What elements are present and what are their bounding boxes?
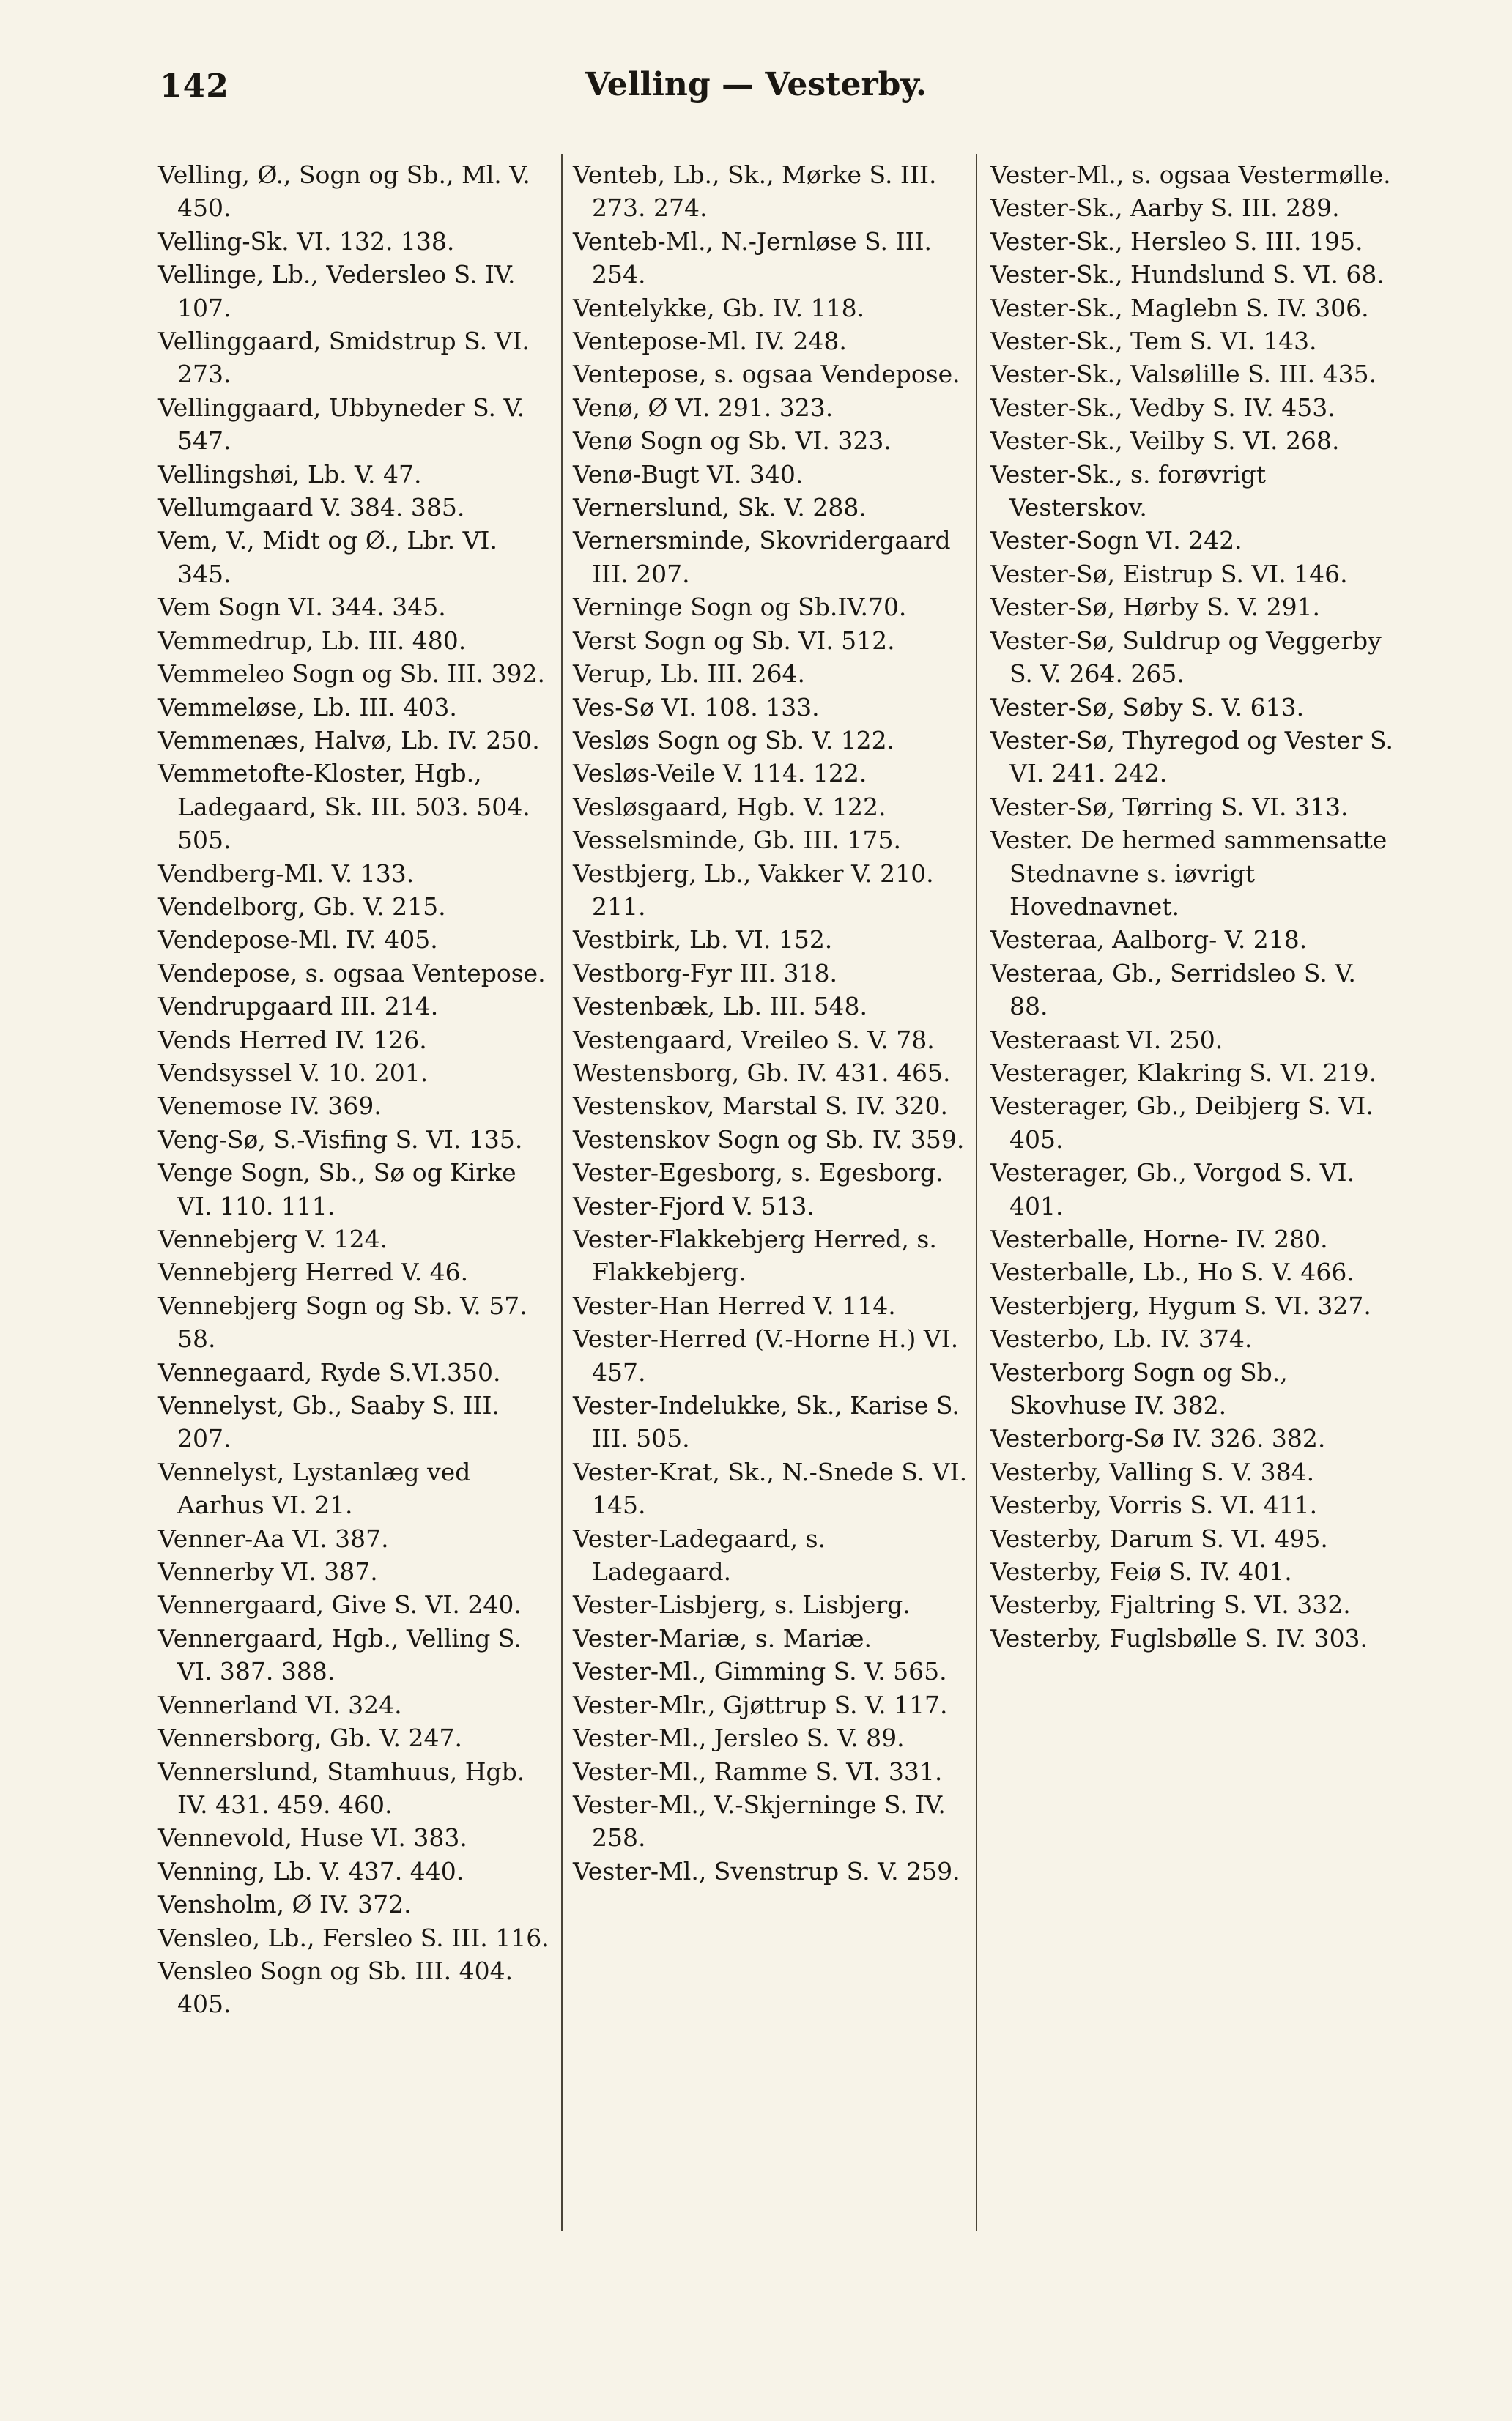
index-entry: Vem Sogn VI. 344. 345. bbox=[158, 593, 446, 622]
index-entry: Vesterager, Gb., Deibjerg S. VI. 405. bbox=[990, 1091, 1374, 1154]
index-entry: Vendepose, s. ogsaa Ventepose. bbox=[158, 958, 546, 987]
index-entry: Vester-Ml., Gimming S. V. 565. bbox=[573, 1657, 947, 1686]
index-entry: Vellinge, Lb., Vedersleo S. IV. 107. bbox=[158, 260, 516, 322]
index-entry: Vester-Sk., Valsølille S. III. 435. bbox=[990, 360, 1377, 389]
index-entry: Verninge Sogn og Sb.IV.70. bbox=[573, 593, 907, 622]
index-entry: Vester-Sø, Eistrup S. VI. 146. bbox=[990, 559, 1348, 588]
index-entry: Ves-Sø VI. 108. 133. bbox=[573, 692, 820, 722]
index-entry: Vennerslund, Stamhuus, Hgb. IV. 431. 459. 460. bbox=[158, 1757, 525, 1819]
index-entry: Vester-Sk., s. forøvrigt Vesterskov. bbox=[990, 459, 1267, 522]
index-entry: Vends Herred IV. 126. bbox=[158, 1025, 427, 1054]
index-entry: Vesterby, Fuglsbølle S. IV. 303. bbox=[990, 1623, 1368, 1653]
index-entry: Vesterby, Feiø S. IV. 401. bbox=[990, 1557, 1292, 1587]
index-entry: Vester-Ml., Ramme S. VI. 331. bbox=[573, 1757, 943, 1786]
index-entry: Vester. De hermed sammensatte Stednavne s. iøvrigt Hovednavnet. bbox=[990, 826, 1387, 921]
index-entry: Vennebjerg Sogn og Sb. V. 57. 58. bbox=[158, 1291, 527, 1354]
index-entry: Vester-Flakkebjerg Herred, s. Flakkebjerg. bbox=[573, 1225, 937, 1287]
index-entry: Venø-Bugt VI. 340. bbox=[573, 459, 804, 489]
index-entry: Vernersminde, Skovridergaard III. 207. bbox=[573, 526, 951, 588]
index-entry: Vestbirk, Lb. VI. 152. bbox=[573, 925, 833, 954]
index-entry: Vestenskov, Marstal S. IV. 320. bbox=[573, 1091, 948, 1121]
index-entry: Vennebjerg Herred V. 46. bbox=[158, 1258, 469, 1287]
index-entry: Vensholm, Ø IV. 372. bbox=[158, 1890, 412, 1919]
index-entry: Vemmeleo Sogn og Sb. III. 392. bbox=[158, 659, 545, 689]
index-entry: Vesterballe, Horne- IV. 280. bbox=[990, 1225, 1328, 1253]
index-entry: Vester-Sk., Maglebn S. IV. 306. bbox=[990, 293, 1369, 322]
index-entry: Vennerland VI. 324. bbox=[158, 1690, 402, 1719]
index-entry: Vesteraa, Gb., Serridsleo S. V. 88. bbox=[990, 958, 1356, 1021]
index-entry: Vestbjerg, Lb., Vakker V. 210. 211. bbox=[573, 859, 934, 921]
index-entry: Veng-Sø, S.-Visfing S. VI. 135. bbox=[158, 1124, 523, 1154]
index-entry: Vellinggaard, Smidstrup S. VI. 273. bbox=[158, 327, 530, 389]
index-entry: Vennebjerg V. 124. bbox=[158, 1225, 388, 1253]
index-entry: Vennelyst, Lystanlæg ved Aarhus VI. 21. bbox=[158, 1457, 471, 1520]
index-entry: Vellumgaard V. 384. 385. bbox=[158, 493, 465, 522]
index-entry: Vennelyst, Gb., Saaby S. III. 207. bbox=[158, 1391, 500, 1453]
index-entry: Velling-Sk. VI. 132. 138. bbox=[158, 226, 455, 256]
index-entry: Vesterby, Darum S. VI. 495. bbox=[990, 1524, 1328, 1553]
index-entry: Vensleo Sogn og Sb. III. 404. 405. bbox=[158, 1956, 514, 2019]
index-entry: Ventepose, s. ogsaa Vendepose. bbox=[573, 360, 960, 389]
index-entry: Vester-Sogn VI. 242. bbox=[990, 526, 1242, 555]
index-entry: Vennevold, Huse VI. 383. bbox=[158, 1823, 467, 1853]
index-entry: Vesløs Sogn og Sb. V. 122. bbox=[573, 725, 895, 755]
index-column-1 bbox=[158, 158, 552, 2021]
column-divider bbox=[561, 154, 563, 2231]
index-entry: Vester-Mariæ, s. Mariæ. bbox=[573, 1623, 872, 1653]
index-entry: Vendrupgaard III. 214. bbox=[158, 992, 439, 1021]
index-entry: Vester-Indelukke, Sk., Karise S. III. 505. bbox=[573, 1391, 960, 1453]
index-entry: Vensleo, Lb., Fersleo S. III. 116. bbox=[158, 1923, 549, 1952]
index-entry: Vennegaard, Ryde S.VI.350. bbox=[158, 1357, 501, 1387]
index-entry: Vesterby, Valling S. V. 384. bbox=[990, 1457, 1315, 1486]
index-entry: Vemmeløse, Lb. III. 403. bbox=[158, 692, 457, 722]
index-entry: Vesteraast VI. 250. bbox=[990, 1025, 1223, 1054]
index-entry: Vester-Sø, Hørby S. V. 291. bbox=[990, 593, 1321, 622]
index-entry: Vester-Sk., Veilby S. VI. 268. bbox=[990, 426, 1340, 456]
index-entry: Vester-Sø, Suldrup og Veggerby S. V. 264. 265. bbox=[990, 626, 1382, 689]
index-entry: Vester-Sk., Hundslund S. VI. 68. bbox=[990, 260, 1385, 289]
index-entry: Vesterager, Gb., Vorgod S. VI. 401. bbox=[990, 1158, 1355, 1220]
index-entry: Vester-Mlr., Gjøttrup S. V. 117. bbox=[573, 1690, 948, 1719]
index-entry: Vemmetofte-Kloster, Hgb., Ladegaard, Sk. III. 503. 504. 505. bbox=[158, 759, 530, 855]
index-entry: Vem, V., Midt og Ø., Lbr. VI. 345. bbox=[158, 526, 497, 588]
index-entry: Vester-Sø, Tørring S. VI. 313. bbox=[990, 792, 1349, 821]
running-head: Velling — Vesterby. bbox=[585, 66, 927, 103]
index-column-2 bbox=[573, 158, 968, 1888]
index-entry: Vesterborg Sogn og Sb., Skovhuse IV. 382. bbox=[990, 1357, 1288, 1420]
index-entry: Verst Sogn og Sb. VI. 512. bbox=[573, 626, 895, 655]
index-entry: Vendelborg, Gb. V. 215. bbox=[158, 891, 446, 921]
index-entry: Westensborg, Gb. IV. 431. 465. bbox=[573, 1058, 951, 1087]
index-entry: Vesterbjerg, Hygum S. VI. 327. bbox=[990, 1291, 1371, 1320]
index-entry: Ventepose-Ml. IV. 248. bbox=[573, 327, 847, 356]
index-entry: Venning, Lb. V. 437. 440. bbox=[158, 1856, 464, 1886]
index-entry: Vesterby, Fjaltring S. VI. 332. bbox=[990, 1590, 1351, 1620]
index-entry: Vestenskov Sogn og Sb. IV. 359. bbox=[573, 1124, 965, 1154]
index-entry: Vennersborg, Gb. V. 247. bbox=[158, 1724, 462, 1753]
index-entry: Venteb-Ml., N.-Jernløse S. III. 254. bbox=[573, 226, 933, 289]
index-entry: Vennergaard, Hgb., Velling S. VI. 387. 388. bbox=[158, 1623, 522, 1686]
index-entry: Vestborg-Fyr III. 318. bbox=[573, 958, 837, 987]
index-entry: Vellingshøi, Lb. V. 47. bbox=[158, 459, 422, 489]
index-entry: Vester-Ml., V.-Skjerninge S. IV. 258. bbox=[573, 1790, 946, 1853]
index-entry: Vester-Ladegaard, s. Ladegaard. bbox=[573, 1524, 826, 1587]
index-entry: Vester-Ml., Jersleo S. V. 89. bbox=[573, 1724, 905, 1753]
index-entry: Venø Sogn og Sb. VI. 323. bbox=[573, 426, 892, 456]
page-number: 142 bbox=[160, 67, 229, 105]
index-column-3 bbox=[990, 158, 1393, 1655]
index-entry: Vendepose-Ml. IV. 405. bbox=[158, 925, 438, 954]
index-entry: Vester-Ml., Svenstrup S. V. 259. bbox=[573, 1856, 960, 1886]
index-entry: Vesterager, Klakring S. VI. 219. bbox=[990, 1058, 1377, 1087]
index-entry: Venteb, Lb., Sk., Mørke S. III. 273. 274. bbox=[573, 160, 937, 223]
index-entry: Vemmenæs, Halvø, Lb. IV. 250. bbox=[158, 725, 540, 755]
index-entry: Vester-Ml., s. ogsaa Vestermølle. bbox=[990, 160, 1391, 189]
column-divider bbox=[976, 154, 977, 2231]
index-entry: Vesterballe, Lb., Ho S. V. 466. bbox=[990, 1258, 1354, 1287]
index-entry: Vernerslund, Sk. V. 288. bbox=[573, 493, 867, 522]
index-entry: Venø, Ø VI. 291. 323. bbox=[573, 393, 834, 422]
index-entry: Vennergaard, Give S. VI. 240. bbox=[158, 1590, 522, 1620]
index-entry: Vester-Herred (V.-Horne H.) VI. 457. bbox=[573, 1324, 959, 1387]
index-entry: Verup, Lb. III. 264. bbox=[573, 659, 806, 689]
index-entry: Velling, Ø., Sogn og Sb., Ml. V. 450. bbox=[158, 160, 530, 223]
index-entry: Vester-Sk., Aarby S. III. 289. bbox=[990, 193, 1340, 223]
index-entry: Vesterby, Vorris S. VI. 411. bbox=[990, 1491, 1318, 1520]
index-entry: Vestenbæk, Lb. III. 548. bbox=[573, 992, 868, 1021]
index-entry: Vesløsgaard, Hgb. V. 122. bbox=[573, 792, 886, 821]
index-entry: Vemmedrup, Lb. III. 480. bbox=[158, 626, 467, 655]
index-entry: Venner-Aa VI. 387. bbox=[158, 1524, 389, 1553]
index-entry: Vesteraa, Aalborg- V. 218. bbox=[990, 925, 1308, 954]
index-entry: Vesterbo, Lb. IV. 374. bbox=[990, 1324, 1253, 1354]
index-entry: Vester-Han Herred V. 114. bbox=[573, 1291, 896, 1320]
index-entry: Vendberg-Ml. V. 133. bbox=[158, 859, 415, 888]
index-entry: Vester-Sk., Tem S. VI. 143. bbox=[990, 327, 1317, 356]
index-entry: Vester-Krat, Sk., N.-Snede S. VI. 145. bbox=[573, 1457, 968, 1520]
index-entry: Vennerby VI. 387. bbox=[158, 1557, 378, 1587]
index-entry: Venge Sogn, Sb., Sø og Kirke VI. 110. 111. bbox=[158, 1158, 516, 1220]
index-entry: Vellinggaard, Ubbyneder S. V. 547. bbox=[158, 393, 525, 456]
index-entry: Vendsyssel V. 10. 201. bbox=[158, 1058, 429, 1087]
index-entry: Vester-Sk., Vedby S. IV. 453. bbox=[990, 393, 1335, 422]
index-entry: Vester-Fjord V. 513. bbox=[573, 1191, 815, 1220]
index-entry: Vester-Sø, Søby S. V. 613. bbox=[990, 692, 1305, 722]
index-entry: Vester-Sk., Hersleo S. III. 195. bbox=[990, 226, 1363, 256]
index-entry: Vester-Sø, Thyregod og Vester S. VI. 241. 242. bbox=[990, 725, 1393, 788]
index-entry: Vestengaard, Vreileo S. V. 78. bbox=[573, 1025, 935, 1054]
index-entry: Vesselsminde, Gb. III. 175. bbox=[573, 826, 901, 855]
index-entry: Vester-Egesborg, s. Egesborg. bbox=[573, 1158, 944, 1187]
index-entry: Vesløs-Veile V. 114. 122. bbox=[573, 759, 867, 788]
index-entry: Ventelykke, Gb. IV. 118. bbox=[573, 293, 865, 322]
index-entry: Vester-Lisbjerg, s. Lisbjerg. bbox=[573, 1590, 911, 1620]
index-entry: Venemose IV. 369. bbox=[158, 1091, 382, 1121]
index-entry: Vesterborg-Sø IV. 326. 382. bbox=[990, 1424, 1326, 1453]
